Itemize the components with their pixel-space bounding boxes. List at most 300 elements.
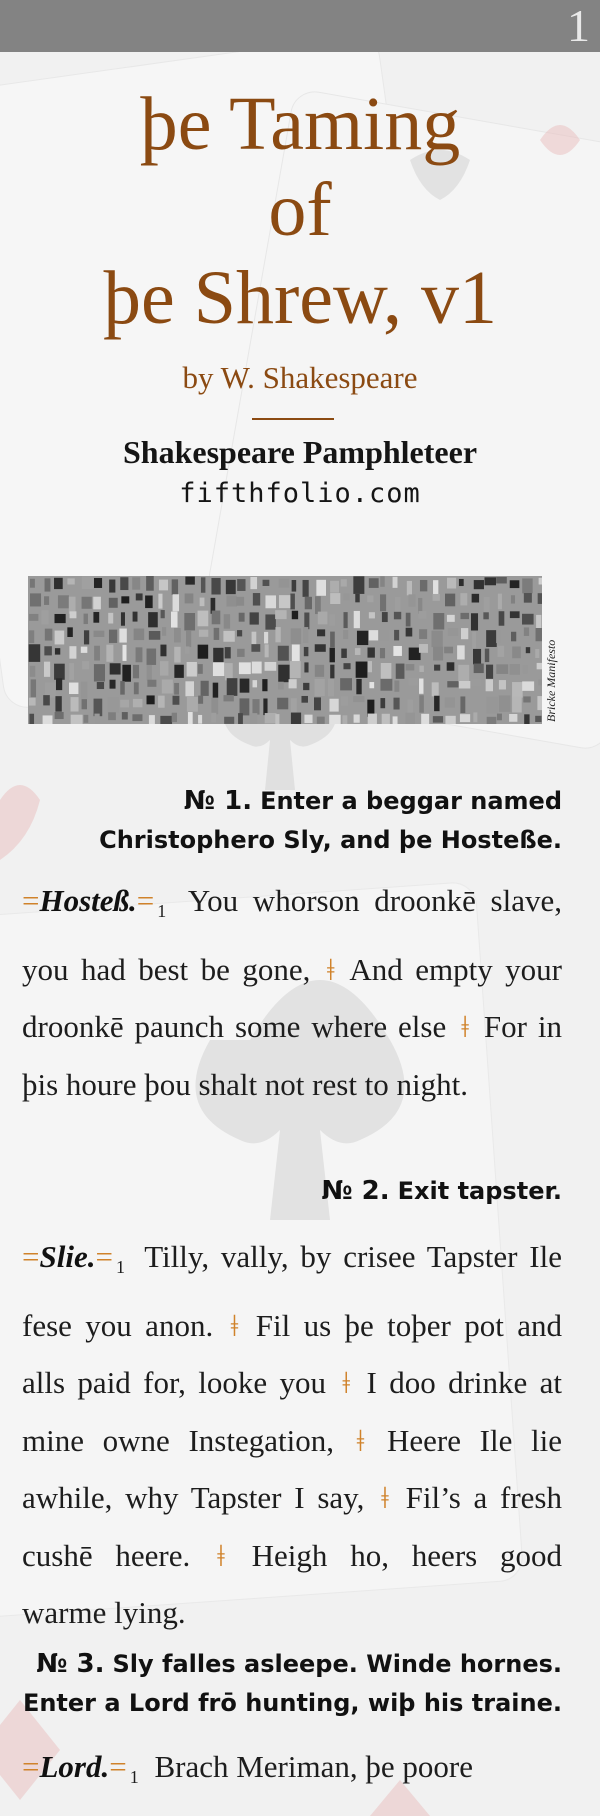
banner-brick — [55, 648, 60, 654]
banner-brick — [497, 714, 502, 721]
banner-brick — [94, 664, 105, 681]
banner-brick — [263, 698, 267, 715]
banner-brick — [93, 597, 101, 610]
banner-brick — [330, 648, 335, 663]
banner-brick — [43, 715, 53, 724]
banner-brick — [393, 646, 402, 656]
publisher-name: Shakespeare Pamphleteer — [122, 434, 478, 470]
banner-brick — [55, 712, 64, 719]
banner-brick — [393, 716, 398, 724]
banner-brick — [509, 714, 517, 722]
banner-brick — [342, 715, 347, 724]
banner-brick — [185, 577, 194, 585]
banner-brick — [340, 678, 352, 690]
banner-brick — [486, 679, 493, 691]
banner-brick — [421, 714, 429, 724]
banner-brick — [461, 628, 468, 639]
banner-brick — [329, 614, 335, 625]
banner-brick — [434, 696, 439, 711]
banner-brick — [329, 715, 340, 724]
left-ornament: = — [22, 1749, 40, 1784]
banner-brick — [275, 610, 286, 619]
banner-brick — [343, 630, 348, 639]
banner-brick — [30, 593, 41, 606]
banner-brick — [201, 681, 209, 696]
banner-brick — [433, 647, 443, 661]
banner-brick — [41, 610, 48, 624]
speaker-slie: Slie. — [39, 1239, 96, 1274]
banner-brick — [304, 715, 312, 723]
banner-brick — [524, 627, 529, 636]
banner-brick — [301, 696, 308, 703]
banner-brick — [94, 699, 103, 717]
banner-brick — [223, 695, 233, 701]
banner-brick — [382, 714, 390, 724]
banner-brick — [275, 714, 279, 724]
title-line-3: þe Shrew, v1 — [103, 256, 497, 340]
banner-brick — [356, 662, 368, 678]
banner-brick — [483, 612, 488, 619]
banner-brick — [148, 612, 158, 627]
banner-brick — [447, 578, 456, 589]
banner-brick — [303, 580, 309, 597]
banner-brick — [29, 714, 34, 724]
speaker-lord: Lord. — [39, 1749, 110, 1784]
banner-brick — [447, 662, 455, 670]
section-2-heading-line-1: Exit tapster. — [397, 1177, 562, 1205]
banner-brick — [460, 696, 465, 713]
banner-brick — [54, 664, 65, 680]
banner-brick — [330, 593, 340, 604]
banner-brick — [185, 593, 194, 603]
banner-brick — [472, 594, 479, 603]
banner-brick — [367, 595, 373, 602]
banner-brick — [444, 647, 453, 654]
speech-segment: You whorson droonkē slave, you had best be gone, — [22, 883, 562, 987]
dagger-mark: ǂ — [230, 1307, 239, 1343]
banner-brick — [147, 680, 156, 687]
banner-brick — [315, 679, 325, 696]
left-ornament: = — [22, 1239, 40, 1274]
banner-brick — [316, 580, 326, 596]
banner-brick — [82, 597, 92, 609]
banner-brick — [187, 697, 198, 712]
banner-brick — [67, 578, 74, 584]
banner-brick — [110, 680, 116, 689]
banner-brick — [198, 664, 203, 674]
banner-brick — [226, 580, 236, 594]
banner-brick — [277, 698, 288, 710]
speech-segment: Heere Ile lie awhile, why Tapster I say, — [22, 1422, 563, 1515]
banner-brick — [523, 665, 528, 674]
banner-brick — [473, 649, 481, 664]
banner-brick — [55, 696, 61, 711]
banner-brick — [174, 665, 183, 678]
banner-brick — [292, 645, 300, 662]
page-number: 1 — [567, 0, 590, 51]
banner-brick — [158, 696, 165, 708]
section-3-speech — [22, 1738, 562, 1807]
banner-brick — [106, 645, 113, 662]
banner-brick — [486, 697, 498, 714]
banner-brick — [315, 596, 321, 614]
banner-brick — [369, 578, 379, 588]
banner-brick — [484, 597, 490, 614]
banner-brick — [136, 593, 143, 600]
speech-segment: Tilly, vally, by crisee Tapster Ile fese you anon. — [22, 1239, 562, 1343]
banner-brick — [278, 665, 289, 682]
banner-brick — [329, 699, 338, 712]
dagger-mark: ǂ — [381, 1480, 389, 1515]
banner-brick — [133, 665, 139, 678]
banner-brick — [420, 580, 427, 591]
banner-brick — [213, 648, 223, 662]
banner-brick — [44, 662, 50, 677]
banner-brick — [120, 577, 128, 590]
banner-brick — [171, 612, 178, 628]
banner-brick — [343, 663, 350, 669]
banner-brick — [538, 679, 542, 685]
section-3-heading — [23, 1645, 562, 1723]
banner-brick — [173, 696, 180, 705]
banner-brick — [341, 649, 347, 658]
banner-brick — [160, 661, 169, 675]
banner-brick — [472, 632, 476, 649]
banner-brick — [97, 682, 104, 689]
banner-brick — [160, 716, 172, 724]
banner-brick — [252, 699, 259, 714]
section-3-heading-line-1: Sly falles asleepe. Winde hornes. — [112, 1650, 562, 1678]
banner-brick — [382, 612, 388, 622]
bricke-manifesto-banner — [28, 576, 542, 724]
banner-brick — [82, 576, 94, 589]
banner-brick — [69, 663, 74, 680]
banner-brick — [147, 665, 152, 681]
banner-brick — [224, 717, 234, 724]
banner-brick — [94, 714, 99, 724]
right-ornament: = — [136, 883, 155, 918]
banner-brick — [84, 630, 89, 644]
website-link[interactable]: fifthfolio.com — [179, 478, 421, 509]
banner-brick — [149, 715, 155, 724]
banner-brick — [304, 647, 309, 656]
banner-brick — [250, 612, 259, 624]
banner-brick — [147, 695, 155, 704]
banner-brick — [71, 697, 79, 711]
banner-brick — [262, 679, 267, 691]
banner-brick — [447, 681, 458, 687]
dagger-mark: ǂ — [217, 1537, 225, 1573]
section-1-number: № 1. — [183, 786, 253, 816]
dagger-mark: ǂ — [356, 1422, 365, 1458]
banner-brick — [291, 628, 301, 644]
banner-brick — [188, 712, 193, 724]
banner-brick — [460, 613, 469, 619]
banner-brick — [265, 644, 269, 657]
banner-brick — [512, 682, 523, 698]
banner-brick — [200, 598, 205, 607]
banner-brick — [522, 681, 534, 690]
banner-brick — [318, 612, 328, 625]
section-1-heading-line-2: Christophero Sly, and þe Hosteße. — [99, 826, 562, 854]
banner-brick — [279, 595, 291, 608]
banner-brick — [71, 715, 83, 724]
banner-brick — [408, 594, 415, 606]
banner-brick — [291, 698, 297, 713]
banner-brick — [526, 647, 530, 653]
dagger-mark: ǂ — [461, 1009, 469, 1044]
banner-brick — [237, 649, 245, 657]
banner-brick — [380, 594, 386, 611]
section-3-heading-line-2: Enter a Lord frō hunting, wiþ his traine. — [22, 1689, 562, 1717]
banner-brick — [539, 578, 542, 585]
banner-brick — [330, 632, 335, 648]
top-bar — [0, 0, 600, 52]
banner-brick — [406, 664, 415, 670]
banner-brick — [330, 665, 334, 679]
banner-brick — [499, 611, 505, 626]
banner-brick — [341, 579, 347, 586]
banner-brick — [291, 713, 301, 724]
banner-brick — [369, 612, 375, 618]
banner-brick — [134, 629, 145, 641]
banner-brick — [252, 662, 262, 674]
banner-brick — [199, 630, 208, 637]
right-ornament: = — [109, 1749, 127, 1784]
banner-brick — [279, 579, 290, 588]
banner-brick — [44, 646, 52, 655]
banner-brick — [264, 632, 268, 644]
banner-brick — [496, 630, 501, 643]
banner-brick — [56, 678, 62, 690]
banner-brick — [487, 717, 497, 724]
banner-brick — [353, 576, 364, 594]
banner-brick — [132, 714, 142, 721]
banner-brick — [133, 699, 143, 707]
banner-brick — [239, 662, 251, 674]
banner-brick — [55, 614, 66, 623]
banner-brick — [186, 630, 191, 647]
banner-brick — [396, 664, 405, 679]
banner-brick — [290, 661, 301, 678]
banner-brick — [212, 611, 221, 625]
banner-brick — [536, 628, 542, 641]
banner-brick — [317, 717, 325, 724]
banner-brick — [510, 611, 520, 618]
speech-segment: Fil us þe toþer pot and alls paid for, looke you — [22, 1307, 563, 1400]
banner-brick — [379, 629, 388, 641]
banner-brick — [380, 698, 385, 708]
banner-brick — [419, 629, 427, 639]
banner-brick — [70, 611, 77, 618]
banner-brick — [419, 644, 428, 653]
banner-brick — [369, 630, 378, 640]
banner-brick — [406, 613, 411, 627]
banner-brick — [498, 594, 502, 610]
banner-brick — [227, 678, 238, 696]
banner-brick — [187, 662, 197, 677]
banner-brick — [172, 579, 178, 595]
banner-brick — [109, 598, 118, 608]
banner-brick — [380, 648, 385, 658]
banner-brick — [265, 614, 275, 629]
banner-brick — [31, 679, 36, 697]
right-ornament: = — [95, 1239, 113, 1274]
banner-brick — [108, 613, 113, 624]
speaker-hostess: Hosteß. — [39, 883, 137, 918]
banner-brick — [419, 611, 427, 619]
banner-brick — [29, 614, 38, 621]
banner-brick — [499, 695, 511, 711]
banner-brick — [81, 682, 87, 699]
banner-brick — [211, 713, 216, 723]
banner-brick — [460, 593, 467, 605]
section-2-speech — [22, 1228, 562, 1642]
banner-brick — [146, 576, 154, 591]
banner-brick — [173, 594, 179, 611]
banner-brick — [119, 629, 126, 643]
banner-brick — [54, 578, 63, 589]
banner-brick — [43, 695, 50, 705]
banner-brick — [162, 627, 166, 636]
banner-brick — [84, 614, 88, 624]
banner-brick — [214, 628, 219, 640]
banner-brick — [474, 664, 484, 674]
banner-brick — [511, 632, 516, 642]
banner-brick — [263, 580, 270, 586]
banner-brick — [213, 683, 218, 698]
banner-brick — [459, 681, 471, 688]
banner-brick — [474, 699, 481, 713]
banner-brick — [343, 612, 347, 628]
banner-brick — [537, 663, 542, 669]
banner-brick — [122, 712, 128, 719]
banner-brick — [407, 581, 412, 595]
banner-brick — [211, 698, 218, 714]
banner-brick — [460, 714, 470, 722]
banner-brick — [265, 595, 276, 608]
banner-brick — [433, 613, 444, 629]
banner-brick — [445, 697, 455, 707]
banner-brick — [368, 714, 377, 724]
banner-brick — [211, 578, 220, 594]
banner-brick — [292, 611, 298, 619]
banner-brick — [122, 645, 126, 661]
banner-brick — [407, 700, 412, 713]
banner-brick — [535, 716, 541, 722]
banner-brick — [380, 576, 384, 586]
section-2-heading — [321, 1172, 562, 1211]
banner-brick — [45, 578, 51, 591]
banner-brick — [522, 614, 534, 625]
banner-brick — [94, 578, 102, 588]
banner-brick — [110, 663, 121, 674]
banner-brick — [524, 593, 532, 603]
banner-brick — [250, 713, 257, 724]
banner-brick — [431, 631, 442, 647]
banner-brick — [45, 629, 53, 641]
banner-brick — [433, 716, 443, 723]
banner-brick — [511, 595, 515, 603]
line-number: 1 — [157, 901, 167, 921]
banner-brick — [162, 680, 173, 694]
banner-brick — [159, 580, 168, 591]
dagger-mark: ǂ — [326, 951, 335, 987]
banner-brick — [471, 613, 478, 630]
banner-brick — [394, 612, 401, 619]
banner-brick — [278, 646, 289, 661]
banner-brick — [305, 597, 312, 609]
banner-brick — [145, 595, 153, 608]
banner-brick — [381, 663, 392, 681]
banner-brick — [265, 713, 277, 723]
banner-brick — [250, 577, 257, 589]
banner-brick — [237, 579, 245, 591]
banner-brick — [29, 630, 34, 643]
banner-brick — [120, 681, 125, 695]
banner-brick — [499, 680, 506, 689]
banner-brick — [330, 581, 339, 593]
banner-brick — [432, 682, 439, 696]
banner-brick — [84, 715, 89, 723]
banner-brick — [223, 631, 234, 642]
banner-brick — [93, 612, 99, 623]
line-number: 1 — [129, 1767, 139, 1787]
banner-brick — [457, 645, 465, 659]
banner-brick — [380, 679, 392, 691]
banner-brick — [328, 679, 334, 697]
banner-brick — [226, 596, 236, 607]
banner-brick — [445, 716, 455, 724]
title-line-1: þe Taming — [139, 82, 461, 166]
banner-brick — [496, 664, 508, 674]
banner-brick — [419, 695, 424, 712]
title-line-2: of — [268, 168, 332, 252]
banner-brick — [484, 577, 496, 585]
banner-brick — [30, 666, 36, 677]
banner-brick — [405, 713, 415, 724]
banner-brick — [357, 631, 368, 645]
banner-brick — [459, 579, 464, 586]
banner-brick — [225, 647, 231, 658]
banner-brick — [419, 666, 424, 672]
banner-brick — [251, 644, 260, 652]
speech-segment: For in þis houre þou shalt not rest to night. — [22, 1009, 563, 1102]
speech-segment: And empty your droonkē paunch some where else — [22, 951, 563, 1044]
dagger-mark: ǂ — [342, 1365, 351, 1400]
byline: by W. Shakespeare — [182, 360, 418, 395]
line-number: 1 — [115, 1257, 125, 1277]
banner-brick — [122, 665, 131, 682]
banner-brick — [172, 713, 177, 722]
section-2-number: № 2. — [321, 1176, 390, 1206]
banner-brick — [69, 646, 76, 658]
banner-brick — [367, 647, 374, 657]
banner-brick — [174, 628, 181, 642]
banner-brick — [265, 662, 277, 671]
banner-brick — [30, 579, 35, 588]
banner-brick — [315, 644, 326, 652]
section-1-heading — [99, 782, 562, 860]
banner-brick — [69, 597, 76, 614]
banner-brick — [448, 628, 458, 636]
banner-brick — [304, 662, 308, 672]
speech-segment: Heigh ho, heers good warme lying. — [22, 1537, 563, 1630]
banner-brick — [29, 644, 41, 662]
banner-brick — [486, 665, 493, 679]
banner-brick — [509, 664, 520, 675]
banner-brick — [356, 679, 361, 694]
